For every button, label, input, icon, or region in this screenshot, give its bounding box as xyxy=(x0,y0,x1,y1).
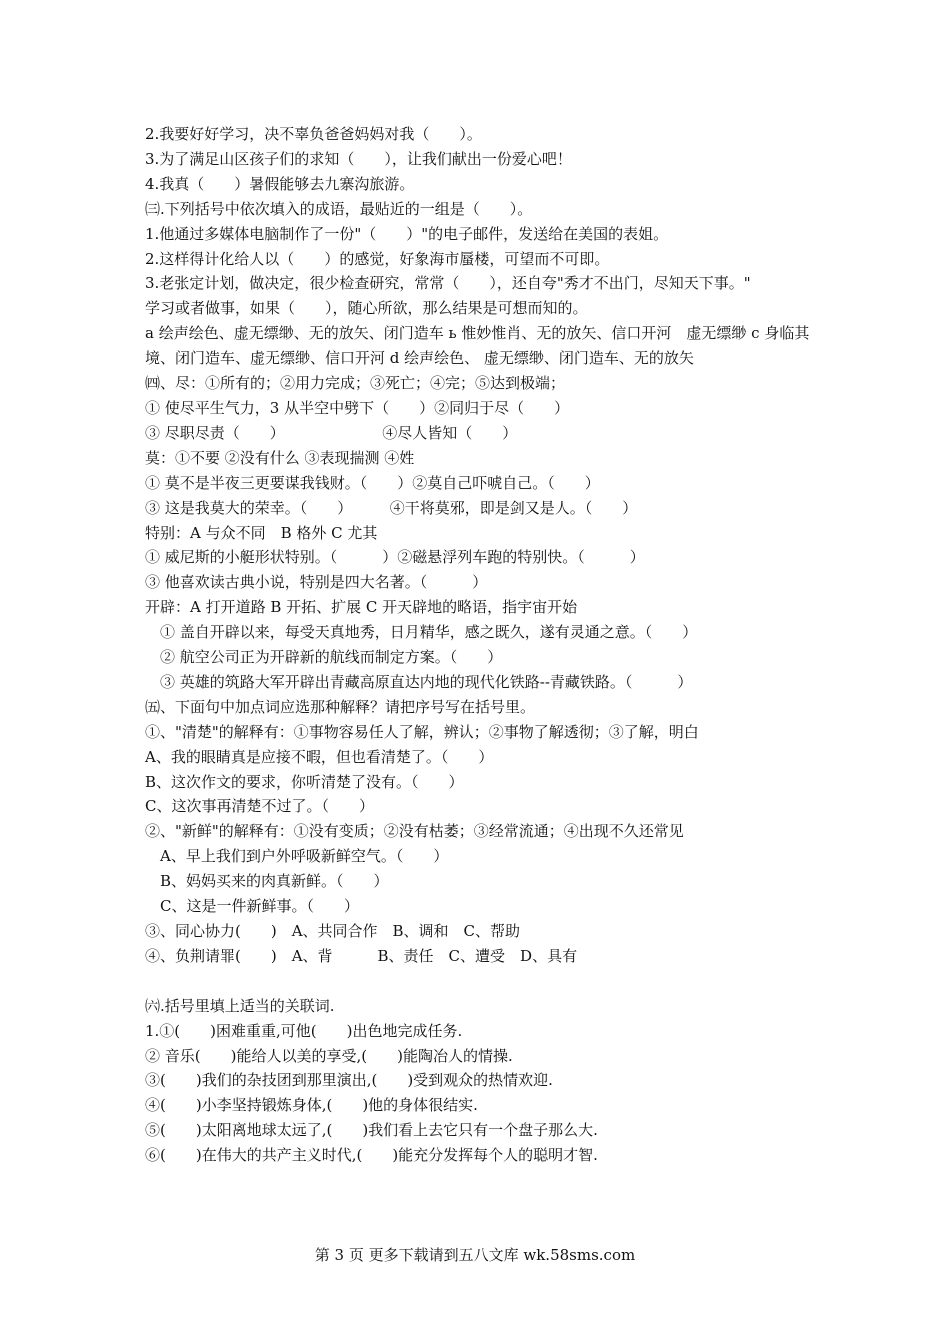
text-line: ④( )小李坚持锻炼身体,( )他的身体很结实. xyxy=(145,1096,478,1115)
text-line: ① 莫不是半夜三更要谋我钱财。（ ）②莫自己吓唬自己。（ ） xyxy=(145,473,600,492)
text-line: ⑥( )在伟大的共产主义时代,( )能充分发挥每个人的聪明才智. xyxy=(145,1146,598,1165)
page-body xyxy=(145,122,825,1168)
page-footer: 第 3 页 更多下载请到五八文库 wk.58sms.com xyxy=(314,1246,636,1264)
text-line: B、这次作文的要求，你听清楚了没有。（ ） xyxy=(145,772,464,791)
text-line: C、这是一件新鲜事。（ ） xyxy=(145,897,359,916)
text-line: ① 使尽平生气力，3 从半空中劈下（ ）②同归于尽（ ） xyxy=(145,398,570,417)
text-line: 特别：A 与众不同 B 格外 C 尤其 xyxy=(145,523,378,542)
text-line: ⑤( )太阳离地球太远了,( )我们看上去它只有一个盘子那么大. xyxy=(145,1121,598,1140)
text-line: C、这次事再清楚不过了。（ ） xyxy=(145,797,374,816)
text-line: ③ 英雄的筑路大军开辟出青藏高原直达内地的现代化铁路--青藏铁路。（ ） xyxy=(145,672,693,691)
text-line: ① 盖自开辟以来，每受天真地秀，日月精华，感之既久，遂有灵通之意。（ ） xyxy=(145,623,698,642)
text-line: 1.他通过多媒体电脑制作了一份"（ ）"的电子邮件，发送给在美国的表姐。 xyxy=(145,224,669,243)
text-line: ③ 尽职尽责（ ） ④尽人皆知（ ） xyxy=(145,423,518,442)
text-line: 开辟：A 打开道路 B 开拓、扩展 C 开天辟地的略语，指宇宙开始 xyxy=(145,598,578,617)
text-line: A、我的眼睛真是应接不暇，但也看清楚了。（ ） xyxy=(145,747,494,766)
text-line: 1.①( )困难重重,可他( )出色地完成任务. xyxy=(145,1021,463,1040)
text-line: 2.我要好好学习，决不辜负爸爸妈妈对我（ ）。 xyxy=(145,125,482,143)
text-line: ③( )我们的杂技团到那里演出,( )受到观众的热情欢迎. xyxy=(145,1071,553,1090)
text-line: ③ 他喜欢读古典小说，特别是四大名著。（ ） xyxy=(145,573,488,592)
section-heading: ㈥.括号里填上适当的关联词. xyxy=(145,996,335,1015)
section-heading: ㈤、下面句中加点词应选那种解释？请把序号写在括号里。 xyxy=(145,697,536,716)
section-heading: ㈣、尽：①所有的；②用力完成；③死亡；④完；⑤达到极端； xyxy=(145,374,566,393)
text-line: 学习或者做事，如果（ ），随心所欲，那么结果是可想而知的。 xyxy=(145,299,588,318)
text-line: 4.我真（ ）暑假能够去九寨沟旅游。 xyxy=(145,174,415,193)
text-line: ② 音乐( )能给人以美的享受,( )能陶冶人的情操. xyxy=(145,1046,513,1065)
text-line: ① 威尼斯的小艇形状特别。（ ）②磁悬浮列车跑的特别快。（ ） xyxy=(145,548,645,567)
blank-line xyxy=(145,969,825,994)
text-line: 3.老张定计划，做决定，很少检查研究，常常（ ），还自夸"秀才不出门，尽知天下事。" xyxy=(145,274,751,293)
text-line: ②、"新鲜"的解释有：①没有变质；②没有枯萎；③经常流通；④出现不久还常见 xyxy=(145,822,684,841)
text-line: ④、负荆请罪( ) A、背 B、责任 C、遭受 D、具有 xyxy=(145,946,578,965)
answer-options: a 绘声绘色、虚无缥缈、无的放矢、闭门造车 ь 惟妙惟肖、无的放矢、信口开河 虚无缥缈 c 身临其境、闭门造车、虚无缥缈、信口开河 d 绘声绘色、 虚无缥缈、闭门造车、无的放矢 xyxy=(145,324,810,368)
text-line: ③、同心协力( ) A、共同合作 B、调和 C、帮助 xyxy=(145,922,521,940)
text-line: ①、"清楚"的解释有：①事物容易任人了解，辨认；②事物了解透彻；③了解，明白 xyxy=(145,722,699,741)
text-line: ② 航空公司正为开辟新的航线而制定方案。（ ） xyxy=(145,648,503,667)
text-line: B、妈妈买来的肉真新鲜。（ ） xyxy=(145,872,389,891)
section-heading: ㈢.下列括号中依次填入的成语，最贴近的一组是（ ）。 xyxy=(145,199,533,218)
text-line: 3.为了满足山区孩子们的求知（ ），让我们献出一份爱心吧！ xyxy=(145,149,572,168)
text-line: ③ 这是我莫大的荣幸。（ ） ④干将莫邪，即是剑又是人。（ ） xyxy=(145,498,638,517)
text-line: 2.这样得计化给人以（ ）的感觉，好象海市蜃楼，可望而不可即。 xyxy=(145,249,610,268)
text-line: A、早上我们到户外呼吸新鲜空气。（ ） xyxy=(145,847,449,866)
text-line: 莫：①不要 ②没有什么 ③表现揣测 ④姓 xyxy=(145,448,415,467)
